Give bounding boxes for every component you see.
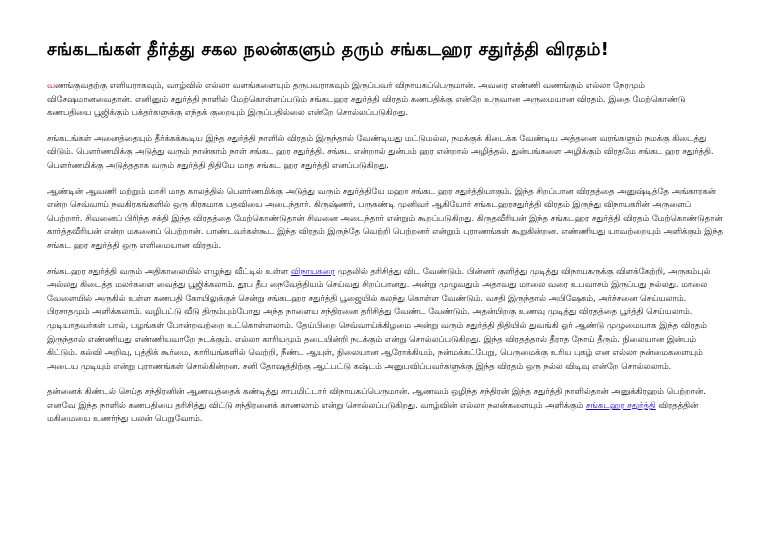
paragraph-5-text-after: விரதத்தின் மகிமையை உணர்ந்து பலன் பெறுவோம். — [47, 399, 699, 424]
paragraph-intro-text: ணங்குவதற்கு எளியராகவும், வாழ்வில் எல்லா வளங்களையும் தருபவராகவும் இருப்பவர் விநாயகப்பெருமான். அவரை எண்ணி வணங்கும் எல்லா நேரமும் விசேஷமானவைதான். எனினும் சதுர்த்தி நாளில் மேற்கொள்ளப்படும் சங்கடஹர சதுர்த்தி விரதம் கணபதிக்கு என்றே உருவான அருமையான விரதம். இதை மேற்கொண்டு கணபதியை பூஜிக்கும் பக்தர்களுக்கு எந்தக் குறையும் இருப்பதில்லை என்றே சொல்லப்படுகிறது. — [47, 80, 686, 118]
sankatahara-chaturthi-link[interactable]: சங்கடஹர சதுர்த்தி — [585, 399, 656, 410]
paragraph-4 — [47, 265, 727, 374]
paragraph-5-text: தன்னைக் கிண்டல் செய்த சந்திரனின் ஆணவத்தைக் கண்டித்து சாபமிட்டார் விநாயகப்பெருமான். ஆணவம் ஒழிந்த சந்திரன் இந்த சதுர்த்தி நாளில்தான் அனுக்கிரஹம் பெற்றான். எனவே இந்த நாளில் கணபதியை தரிசித்து விட்டு சந்திரனைக் காணலாம் என்று சொல்லப்படுகிறது. வாழ்வின் எல்லா நலன்களையும் அளிக்கும் — [47, 386, 706, 410]
paragraph-5 — [47, 385, 727, 426]
article — [47, 38, 727, 438]
vinayagar-link[interactable]: விநாயகரை — [290, 265, 335, 276]
paragraph-intro — [47, 79, 727, 120]
paragraph-4-text-after: முதலில் தரிசித்து விட வேண்டும். பின்னர் குளித்து முடித்து விநாயகருக்கு விளக்கேற்றி, அருகம்புல் அல்லது கிடைத்த மலர்களை வைத்து பூஜிக்கலாம். தூப தீப நைவேத்தியம் செய்வது சிறப்பானது. அன்று முழுவதும் அதாவது மாலை வரை உபவாசம் இருப்பது நல்லது. மாலை வேளையில் அருகில் உள்ள கணபதி கோயிலுக்குச் சென்று சங்கடஹர சதுர்த்தி பூஜையில் கலந்து கொள்ள வேண்டும். வசதி இருந்தால் அபிஷேகம், அர்ச்சனை செய்யலாம். பிரசாதமும் அளிக்கலாம். வழிபட்டு வீடு திரும்பும்போது அந்த நாளைய சந்திரனை தரிசித்து வேண்ட வேண்டும். அதன்பிறகு உணவு முடித்து விரதத்தை பூர்த்தி செய்யலாம். முடியாதவர்கள் பால், பழங்கள் போன்றவற்றை உட்கொள்ளலாம். தேய்பிறை செவ்வாய்க்கிழமை அன்று வரும் சதுர்த்தி திதியில் துவங்கி ஓர் ஆண்டு முழுமையாக இந்த விரதம் இருந்தால் எண்ணியது எண்ணியவாறே நடக்கும். எல்லா காரியமும் தடையின்றி நடக்கும் என்று சொல்லப்படுகிறது. இந்த விரதத்தால் தீராத நோய் தீரும். நிலையான இன்பம் கிட்டும். கல்வி அறிவு, புத்திக் கூர்மை, காரியங்களில் வெற்றி, நீண்ட ஆயுள், நிலையான ஆரோக்கியம், நன்மக்கட்பேறு, பெருமைக்கு உரிய புகழ் என எல்லா நன்மைகளையும் அடைய முடியும் என்று புராணங்கள் சொல்கின்றன. சனி தோஷத்திற்கு ஆட்பட்டு கஷ்டம் அனுபவிப்பவர்களுக்கு இந்த விரதம் ஒரு நல்ல விடிவு என்றே சொல்லலாம். — [47, 265, 711, 371]
paragraph-2: சங்கடங்கள் அனைத்தையும் தீர்க்கக்கூடிய இந்த சதுர்த்தி நாளில் விரதம் இருந்தால் வேண்டியது மட்டுமல்ல, நமக்குக் கிடைக்க வேண்டிய அத்தனை வரங்களும் நமக்கு கிடைத்து விடும். பௌர்ணமிக்கு அடுத்து வரும் நான்காம் நாள் சங்கட ஹர சதுர்த்தி. சங்கட என்றால் துன்பம் ஹர என்றால் அழித்தல். துன்பங்களை அழிக்கும் விரதமே சங்கட ஹர சதுர்த்தி. பௌர்ணமிக்கு அடுத்ததாக வரும் சதுர்த்தி திதியே மாத சங்கட ஹர சதுர்த்தி எனப்படுகிறது. — [47, 132, 714, 170]
paragraph-3: ஆண்டின் ஆவணி மற்றும் மாசி மாத காலத்தில் பௌர்ணமிக்கு அடுத்து வரும் சதுர்த்தியே மஹா சங்கட ஹர சதுர்த்தியாகும். இந்த சிறப்பான விரதத்தை அனுஷ்டித்தே அங்காரகன் என்ற செவ்வாய் நவகிரகங்களில் ஒரு கிரகமாக பதவியை அடைந்தார். கிருஷ்ணர், பருகண்டி முனிவர் ஆகியோர் சங்கடஹரசதுர்த்தி விரதம் இருந்து விநாயகரின் அருளைப் பெற்றார். சிவனைப் பிரிந்த சக்தி இந்த விரதத்தை மேற்கொண்டுதான் சிவனை அடைந்தார் என்றும் கூறப்படுகிறது. கிருதவீரியன் இந்த சங்கடஹர சதுர்த்தி விரதம் மேற்கொண்டுதான் கார்த்தவீரியன் என்ற மகனைப் பெற்றான். பாண்டவர்கள்கூட இந்த விரதம் இருந்தே வெற்றி பெற்றனர் என்றும் புராணங்கள் கூறுகின்றன. எண்ணியது யாவற்றையும் அளிக்கும் இந்த சங்கட ஹர சதுர்த்தி ஒரு எளிமையான விரதம். — [47, 185, 724, 250]
article-title: சங்கடங்கள் தீர்த்து சகல நலன்களும் தரும் சங்கடஹர சதுர்த்தி விரதம்! — [47, 40, 609, 60]
paragraph-4-text-before: சங்கடஹர சதுர்த்தி வரும் அதிகாலையில் எழுந்து வீட்டில் உள்ள — [47, 265, 291, 276]
drop-letter: வ — [47, 80, 56, 90]
